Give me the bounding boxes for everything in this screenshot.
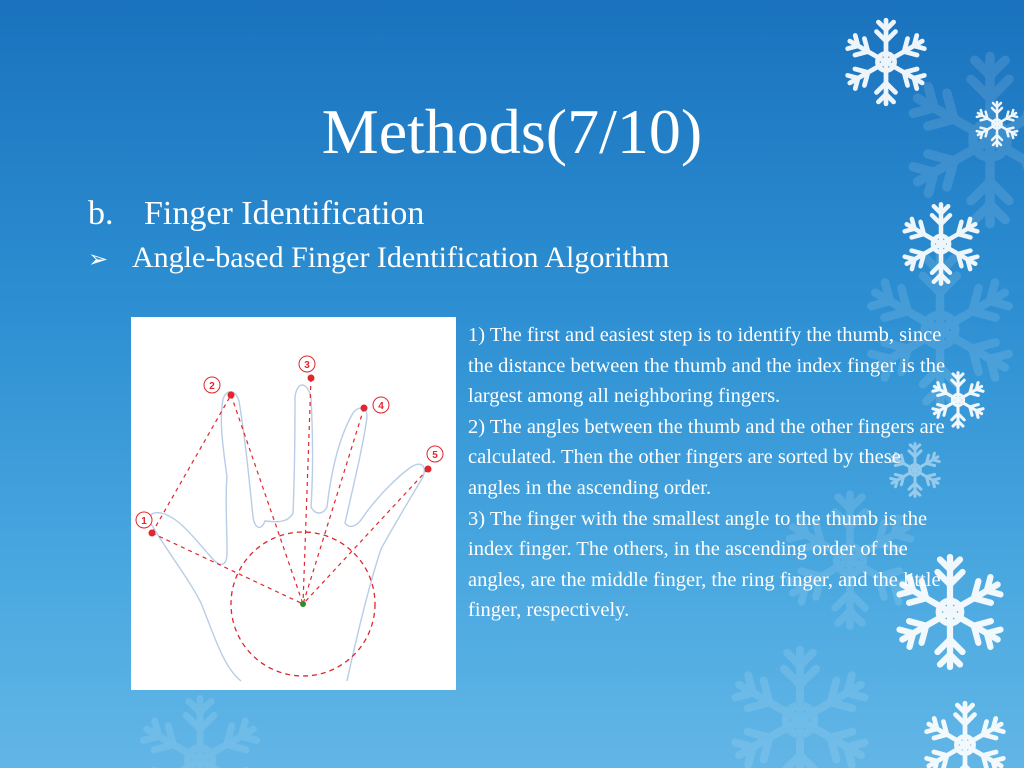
slide-title: Methods(7/10) [321,96,703,167]
algorithm-description [468,320,958,626]
fingertip-points [149,375,432,537]
finger-label-4: 4 [378,401,384,412]
finger-label-2: 2 [209,381,215,392]
subheading-marker: b. [88,195,114,232]
arrow-bullet-icon: ➢ [88,247,109,273]
finger-label-5: 5 [432,450,438,461]
hand-outline [149,385,424,681]
subheading-text: Finger Identification [144,195,425,232]
bullet-item [88,240,669,278]
hand-diagram-figure [131,317,456,690]
step-2-paragraph: 2) The angles between the thumb and the other fingers are calculated. Then the other fingers are sorted by these angles in the ascending order. [468,415,945,499]
step-3-paragraph: 3) The finger with the smallest angle to the thumb is the index finger. The others, in the ascending order of the angles, are the middle finger, the ring finger, and the little finger, respectively. [468,507,941,622]
finger-label-3: 3 [304,360,310,371]
hand-diagram [131,317,456,690]
bullet-text: Angle-based Finger Identification Algorithm [132,241,670,274]
guide-lines [152,378,428,604]
palm-center-point [300,601,306,607]
step-1-paragraph: 1) The first and easiest step is to identify the thumb, since the distance between the thumb and the index finger is the largest among all neighboring fingers. [468,324,946,408]
subheading [88,194,424,234]
finger-label-1: 1 [141,516,147,527]
